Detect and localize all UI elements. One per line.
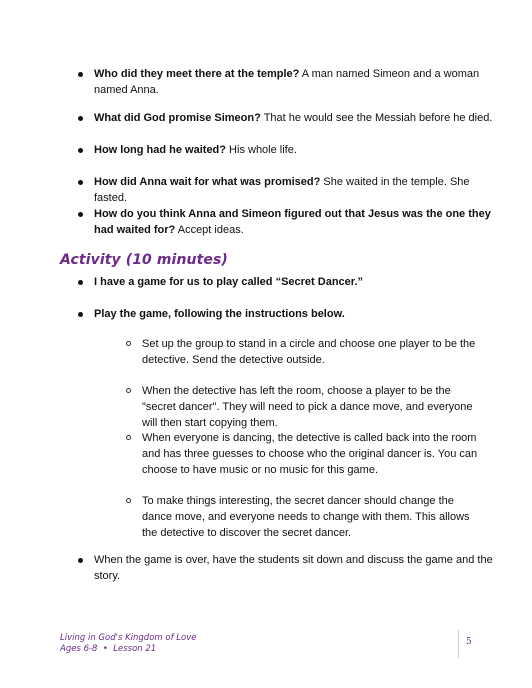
answer-text: She waited in the temple. She fasted. (94, 176, 470, 204)
page-number: 5 (466, 637, 472, 647)
bullet-icon (78, 558, 83, 563)
activity-instruction: Play the game, following the instructions below. (94, 308, 345, 320)
step-text: Set up the group to stand in a circle and choose one player to be the detective. Send the detective outside. (142, 338, 476, 366)
activity-heading: Activity (10 minutes) (60, 252, 228, 268)
bullet-icon (78, 180, 83, 185)
circle-bullet-icon (126, 498, 131, 503)
question-text (94, 174, 494, 206)
activity-intro: I have a game for us to play called “Secret Dancer.” (94, 276, 364, 288)
circle-bullet-icon (126, 388, 131, 393)
answer-text: Accept ideas. (175, 224, 244, 236)
activity-bullet-text (94, 274, 494, 290)
footer-divider (458, 630, 459, 658)
step-text: To make things interesting, the secret dancer should change the dance move, and everyone needs to change with them. This allows the detective to discover the secret dancer. (142, 495, 470, 539)
question-label: How long had he waited? (94, 144, 226, 156)
question-text (94, 142, 494, 158)
footer-lesson-info: Ages 6-8 • Lesson 21 (60, 644, 157, 654)
bullet-icon (78, 116, 83, 121)
bullet-icon (78, 280, 83, 285)
circle-bullet-icon (126, 435, 131, 440)
answer-text: A man named Simeon and a woman named Anna. (94, 68, 480, 96)
bullet-icon (78, 312, 83, 317)
question-text (94, 110, 494, 126)
bullet-icon (78, 148, 83, 153)
circle-bullet-icon (126, 341, 131, 346)
question-label: How do you think Anna and Simeon figured out that Jesus was the one they had waited for? (94, 208, 491, 236)
footer-series-title: Living in God's Kingdom of Love (60, 633, 197, 643)
activity-bullet-text (94, 306, 494, 322)
bullet-icon (78, 72, 83, 77)
bullet-icon (78, 212, 83, 217)
question-text (94, 66, 494, 98)
answer-text: That he would see the Messiah before he died. (260, 112, 493, 124)
question-text (94, 206, 494, 238)
question-label: How did Anna wait for what was promised? (94, 176, 321, 188)
footer-title (60, 633, 196, 655)
question-label: Who did they meet there at the temple? (94, 68, 300, 80)
step-text: When the detective has left the room, choose a player to be the "secret dancer". They will need to pick a dance move, and everyone will then start copying them. (142, 385, 473, 429)
question-label: What did God promise Simeon? (94, 112, 261, 124)
closing-text: When the game is over, have the students sit down and discuss the game and the story. (94, 554, 493, 582)
answer-text: His whole life. (226, 144, 297, 156)
step-text: When everyone is dancing, the detective is called back into the room and has three guesses to choose who the original dancer is. You can choose to have music or no music for this game. (142, 432, 478, 476)
